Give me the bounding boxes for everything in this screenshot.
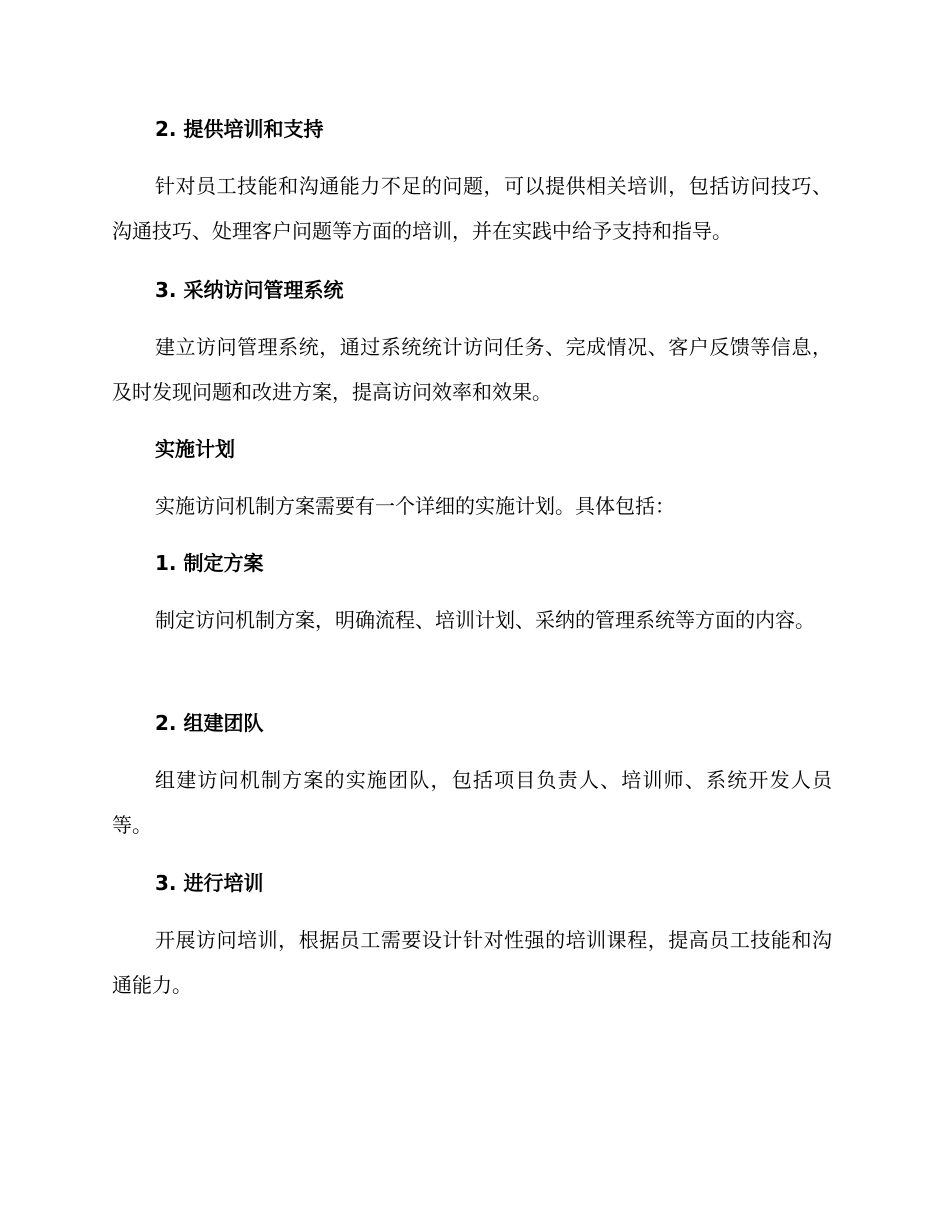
paragraph-implementation-plan: 实施访问机制方案需要有一个详细的实施计划。具体包括：	[155, 494, 675, 518]
section-heading-training-support: 2. 提供培训和支持	[155, 117, 324, 141]
paragraph-conduct-training: 开展访问培训，根据员工需要设计针对性强的培训课程，提高员工技能和沟通能力。	[112, 928, 832, 997]
paragraph-build-team: 组建访问机制方案的实施团队，包括项目负责人、培训师、系统开发人员等。	[112, 768, 832, 837]
paragraph-training-support: 针对员工技能和沟通能力不足的问题，可以提供相关培训，包括访问技巧、沟通技巧、处理客户问题等方面的培训，并在实践中给予支持和指导。	[112, 174, 832, 243]
paragraph-visit-management-system: 建立访问管理系统，通过系统统计访问任务、完成情况、客户反馈等信息，及时发现问题和改进方案，提高访问效率和效果。	[112, 335, 832, 404]
section-heading-visit-management-system: 3. 采纳访问管理系统	[155, 278, 344, 302]
section-heading-implementation-plan: 实施计划	[155, 437, 235, 461]
section-heading-make-plan: 1. 制定方案	[155, 551, 264, 575]
section-heading-conduct-training: 3. 进行培训	[155, 871, 264, 895]
paragraph-make-plan: 制定访问机制方案，明确流程、培训计划、采纳的管理系统等方面的内容。	[155, 608, 815, 632]
section-heading-build-team: 2. 组建团队	[155, 711, 264, 735]
